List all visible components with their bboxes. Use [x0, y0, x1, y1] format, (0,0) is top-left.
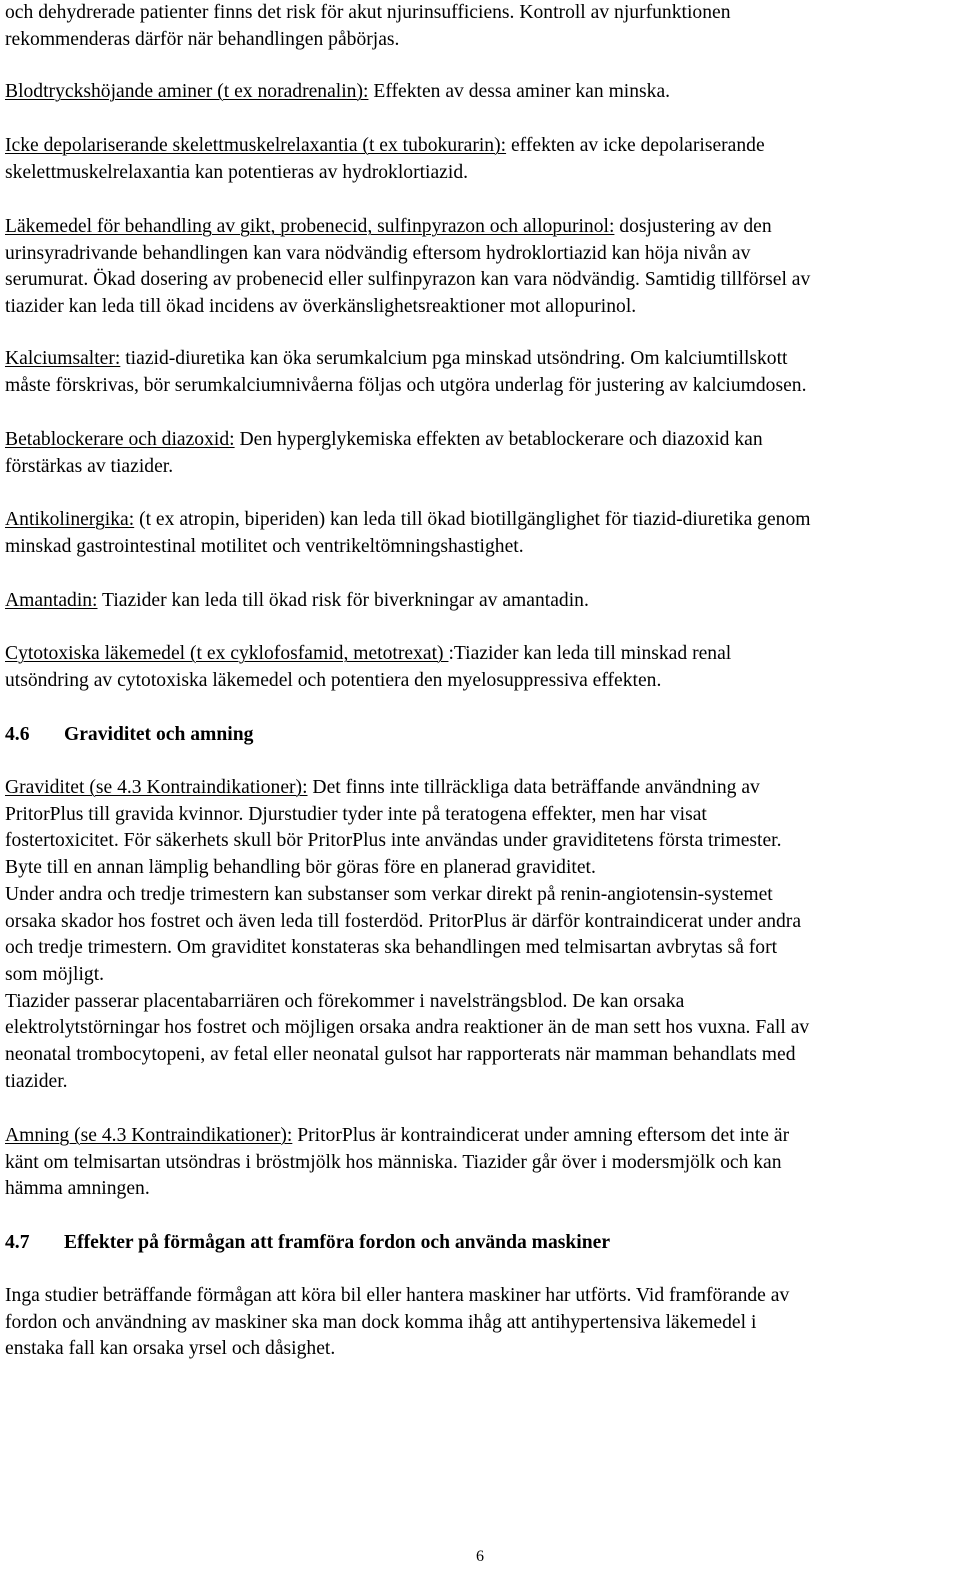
paragraph-title: Cytotoxiska läkemedel (t ex cyklofosfamid, metotrexat) — [5, 643, 449, 664]
text-line: fostertoxicitet. För säkerhets skull bör PritorPlus inte användas under graviditetens första trimester. — [5, 830, 782, 852]
text-line: känt om telmisartan utsöndras i bröstmjölk hos människa. Tiazider går över i modersmjölk och kan — [5, 1151, 782, 1173]
text-line: tiazid-diuretika kan öka serumkalcium pga minskad utsöndring. Om kalciumtillskott — [120, 348, 788, 369]
section-heading-4-6 — [5, 722, 253, 749]
text-line: utsöndring av cytotoxiska läkemedel och potentiera den myelosuppressiva effekten. — [5, 669, 662, 691]
text-line: måste förskrivas, bör serumkalciumnivåerna följas och utgöra underlag för justering av kalciumdosen. — [5, 374, 807, 396]
paragraph-title: Graviditet (se 4.3 Kontraindikationer): — [5, 777, 308, 798]
text-line: Under andra och tredje trimestern kan substanser som verkar direkt på renin-angiotensin-systemet — [5, 883, 773, 905]
text-line: som möjligt. — [5, 963, 105, 985]
text-line: skelettmuskelrelaxantia kan potentieras av hydroklortiazid. — [5, 161, 469, 183]
text-line: serumurat. Ökad dosering av probenecid eller sulfinpyrazon kan vara nödvändig. Samtidig tillförsel av — [5, 269, 811, 291]
paragraph-renal — [5, 0, 731, 53]
text-line: Tiazider kan leda till ökad risk för biverkningar av amantadin. — [97, 590, 589, 611]
text-line: minskad gastrointestinal motilitet och ventrikeltömningshastighet. — [5, 535, 524, 557]
paragraph-pregnancy — [5, 775, 809, 1095]
paragraph-betablockers — [5, 427, 763, 480]
section-heading-4-7 — [5, 1230, 610, 1257]
paragraph-calcium-salts — [5, 346, 806, 399]
paragraph-title: Antikolinergika: — [5, 509, 135, 530]
text-line: urinsyradrivande behandlingen kan vara nödvändig eftersom hydroklortiazid kan höja nivån av — [5, 242, 751, 264]
paragraph-gout-drugs — [5, 214, 810, 321]
paragraph-pressor-amines — [5, 79, 670, 106]
text-line: Den hyperglykemiska effekten av betablockerare och diazoxid kan — [234, 429, 763, 450]
paragraph-title: Amning (se 4.3 Kontraindikationer): — [5, 1125, 293, 1146]
paragraph-title: Amantadin: — [5, 590, 98, 611]
text-line: effekten av icke depolariserande — [506, 135, 765, 156]
section-title: Graviditet och amning — [64, 724, 254, 745]
text-line: PritorPlus till gravida kvinnor. Djurstudier tyder inte på teratogena effekter, men har visat — [5, 803, 707, 825]
text-line: enstaka fall kan orsaka yrsel och dåsighet. — [5, 1338, 336, 1360]
paragraph-title: Betablockerare och diazoxid: — [5, 429, 235, 450]
text-line: orsaka skador hos fostret och även leda till fosterdöd. PritorPlus är därför kontraindicerat under andra — [5, 910, 802, 932]
text-line: tiazider. — [5, 1070, 68, 1092]
paragraph-title: Kalciumsalter: — [5, 348, 121, 369]
paragraph-amantadine — [5, 588, 589, 615]
text-line: (t ex atropin, biperiden) kan leda till ökad biotillgänglighet för tiazid-diuretika genom — [134, 509, 811, 530]
text-line: hämma amningen. — [5, 1178, 150, 1200]
paragraph-breastfeeding — [5, 1123, 789, 1203]
section-number: 4.6 — [5, 724, 30, 745]
text-line: förstärkas av tiazider. — [5, 455, 174, 477]
text-line: Det finns inte tillräckliga data beträffande användning av — [307, 777, 760, 798]
page-number: 6 — [476, 1548, 484, 1565]
text-line: rekommenderas därför när behandlingen påbörjas. — [5, 28, 400, 50]
section-number: 4.7 — [5, 1232, 30, 1253]
text-line: PritorPlus är kontraindicerat under amning eftersom det inte är — [292, 1125, 790, 1146]
paragraph-title: Läkemedel för behandling av gikt, probenecid, sulfinpyrazon och allopurinol: — [5, 216, 615, 237]
paragraph-title: Icke depolariserande skelettmuskelrelaxantia (t ex tubokurarin): — [5, 135, 507, 156]
text-line: dosjustering av den — [614, 216, 772, 237]
section-title: Effekter på förmågan att framföra fordon och använda maskiner — [64, 1232, 611, 1253]
text-line: elektrolytstörningar hos fostret och möjligen orsaka andra reaktioner än de man sett hos vuxna. Fall av — [5, 1017, 810, 1039]
text-line: :Tiazider kan leda till minskad renal — [448, 643, 732, 664]
text-line: och dehydrerade patienter finns det risk för akut njurinsufficiens. Kontroll av njurfunktionen — [5, 2, 731, 23]
text-line: neonatal trombocytopeni, av fetal eller neonatal gulsot har rapporterats när mamman behandlats med — [5, 1044, 796, 1066]
paragraph-title: Blodtryckshöjande aminer (t ex noradrenalin): — [5, 81, 369, 102]
text-line: fordon och användning av maskiner ska man dock komma ihåg att antihypertensiva läkemedel i — [5, 1311, 757, 1333]
text-line: tiazider kan leda till ökad incidens av överkänslighetsreaktioner mot allopurinol. — [5, 296, 637, 318]
paragraph-driving — [5, 1283, 789, 1363]
paragraph-cytotoxics — [5, 641, 731, 694]
text-line: och tredje trimestern. Om graviditet konstateras ska behandlingen med telmisartan avbrytas så fort — [5, 937, 778, 959]
paragraph-muscle-relaxants — [5, 133, 765, 186]
text-line: Byte till en annan lämplig behandling bör göras före en planerad graviditet. — [5, 857, 596, 879]
paragraph-anticholinergics — [5, 507, 811, 560]
text-line: Tiazider passerar placentabarriären och förekommer i navelsträngsblod. De kan orsaka — [5, 990, 685, 1012]
text-line: Effekten av dessa aminer kan minska. — [368, 81, 671, 102]
text-line: Inga studier beträffande förmågan att köra bil eller hantera maskiner har utförts. Vid framförande av — [5, 1285, 790, 1306]
